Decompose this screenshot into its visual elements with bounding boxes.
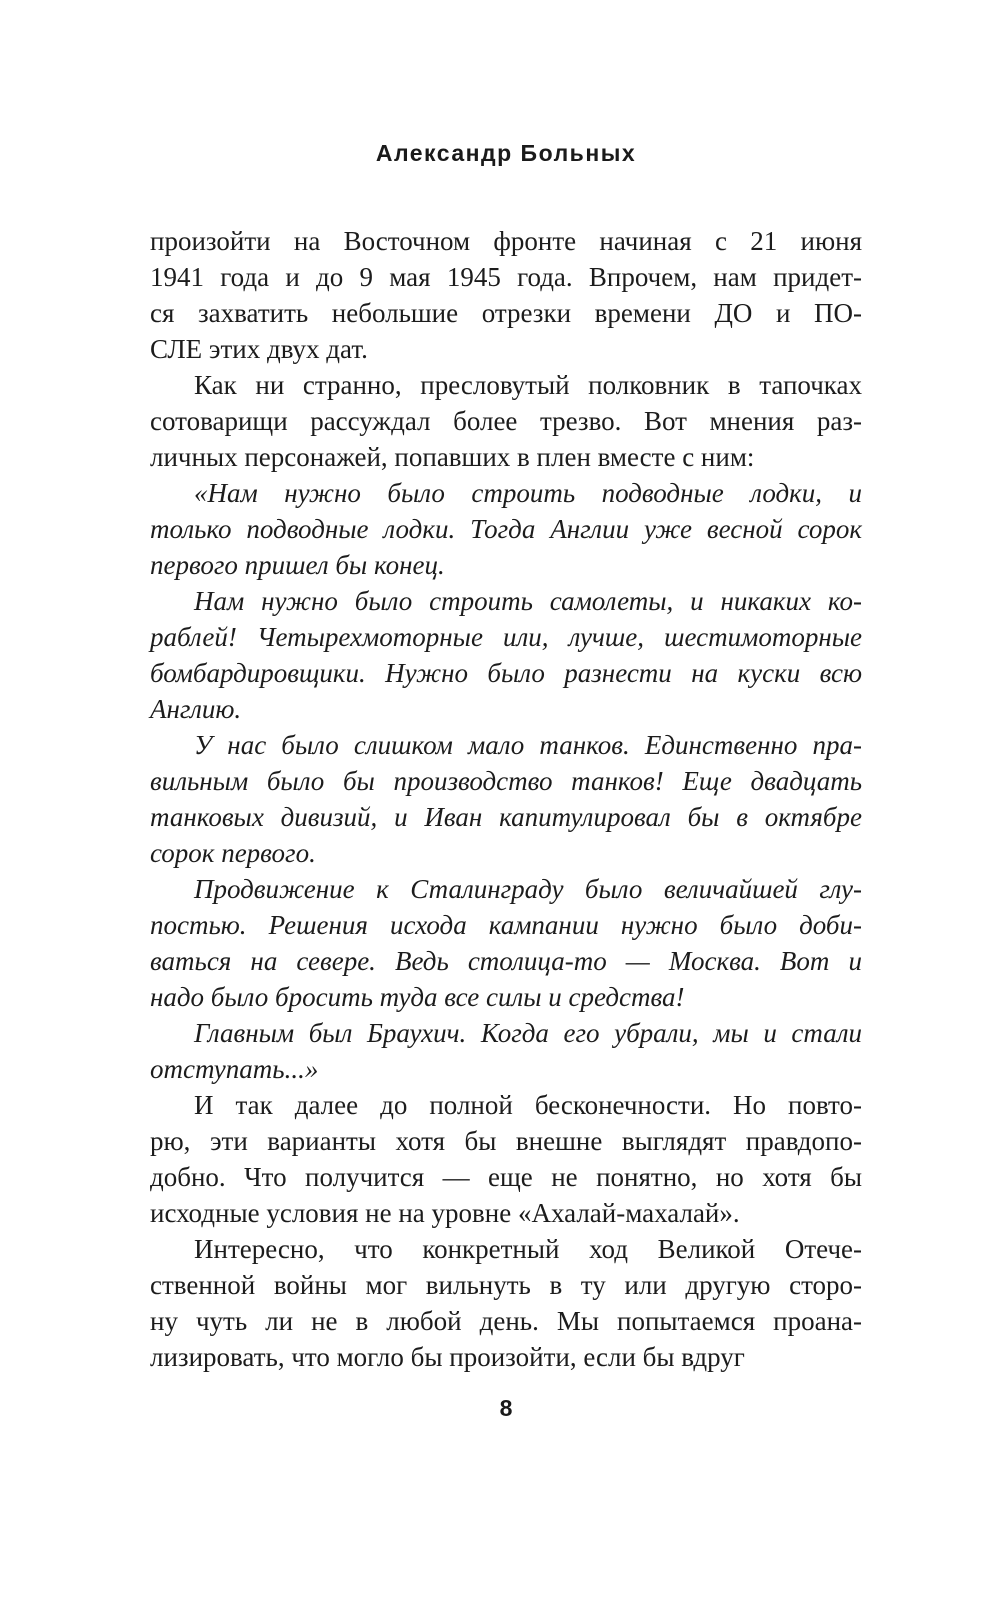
paragraph bbox=[150, 1231, 862, 1375]
text-line: сорок первого. bbox=[150, 838, 316, 868]
paragraph bbox=[150, 583, 862, 727]
text-line: добно. Что получится — еще не понятно, но хотя бы bbox=[150, 1162, 862, 1192]
text-line: надо было бросить туда все силы и средства! bbox=[150, 982, 685, 1012]
paragraph bbox=[150, 223, 862, 367]
text-line: ся захватить небольшие отрезки времени ДО и ПО- bbox=[150, 298, 862, 328]
text-line: Главным был Браухич. Когда его убрали, мы и стали bbox=[194, 1018, 862, 1048]
text-line: лизировать, что могло бы произойти, если бы вдруг bbox=[150, 1342, 745, 1372]
text-line: 1941 года и до 9 мая 1945 года. Впрочем, нам придет- bbox=[150, 262, 862, 292]
text-line: сотоварищи рассуждал более трезво. Вот мнения раз- bbox=[150, 406, 862, 436]
paragraph bbox=[150, 727, 862, 871]
paragraph bbox=[150, 1087, 862, 1231]
text-line: Интересно, что конкретный ход Великой Отече- bbox=[194, 1234, 862, 1264]
text-line: И так далее до полной бесконечности. Но повто- bbox=[194, 1090, 862, 1120]
text-line: исходные условия не на уровне «Ахалай-махалай». bbox=[150, 1198, 740, 1228]
text-line: СЛЕ этих двух дат. bbox=[150, 334, 368, 364]
text-line: танковых дивизий, и Иван капитулировал бы в октябре bbox=[150, 802, 862, 832]
text-line: бомбардировщики. Нужно было разнести на куски всю bbox=[150, 658, 862, 688]
text-line: Как ни странно, пресловутый полковник в тапочках bbox=[194, 370, 862, 400]
text-line: ственной войны мог вильнуть в ту или другую сторо- bbox=[150, 1270, 862, 1300]
text-line: Англию. bbox=[150, 694, 242, 724]
text-line: рю, эти варианты хотя бы внешне выглядят правдопо- bbox=[150, 1126, 862, 1156]
paragraph bbox=[150, 871, 862, 1015]
page-content bbox=[150, 140, 862, 1422]
text-line: произойти на Восточном фронте начиная с 21 июня bbox=[150, 226, 862, 256]
page-body bbox=[150, 223, 862, 1375]
text-line: ну чуть ли не в любой день. Мы попытаемся проана- bbox=[150, 1306, 862, 1336]
text-line: постью. Решения исхода кампании нужно было доби- bbox=[150, 910, 862, 940]
text-line: У нас было слишком мало танков. Единственно пра- bbox=[194, 730, 862, 760]
text-line: раблей! Четырехмоторные или, лучше, шестимоторные bbox=[150, 622, 862, 652]
author-header: Александр Больных bbox=[375, 140, 637, 166]
text-line: «Нам нужно было строить подводные лодки, и bbox=[194, 478, 862, 508]
text-line: Продвижение к Сталинграду было величайшей глу- bbox=[194, 874, 862, 904]
text-line: личных персонажей, попавших в плен вместе с ним: bbox=[150, 442, 755, 472]
text-line: только подводные лодки. Тогда Англии уже весной сорок bbox=[150, 514, 862, 544]
text-line: первого пришел бы конец. bbox=[150, 550, 445, 580]
text-line: ваться на севере. Ведь столица-то — Москва. Вот и bbox=[150, 946, 862, 976]
paragraph bbox=[150, 367, 862, 475]
text-line: Нам нужно было строить самолеты, и никаких ко- bbox=[194, 586, 862, 616]
page-number: 8 bbox=[499, 1395, 513, 1421]
paragraph bbox=[150, 1015, 862, 1087]
text-line: вильным было бы производство танков! Еще двадцать bbox=[150, 766, 862, 796]
text-line: отступать...» bbox=[150, 1054, 319, 1084]
paragraph bbox=[150, 475, 862, 583]
